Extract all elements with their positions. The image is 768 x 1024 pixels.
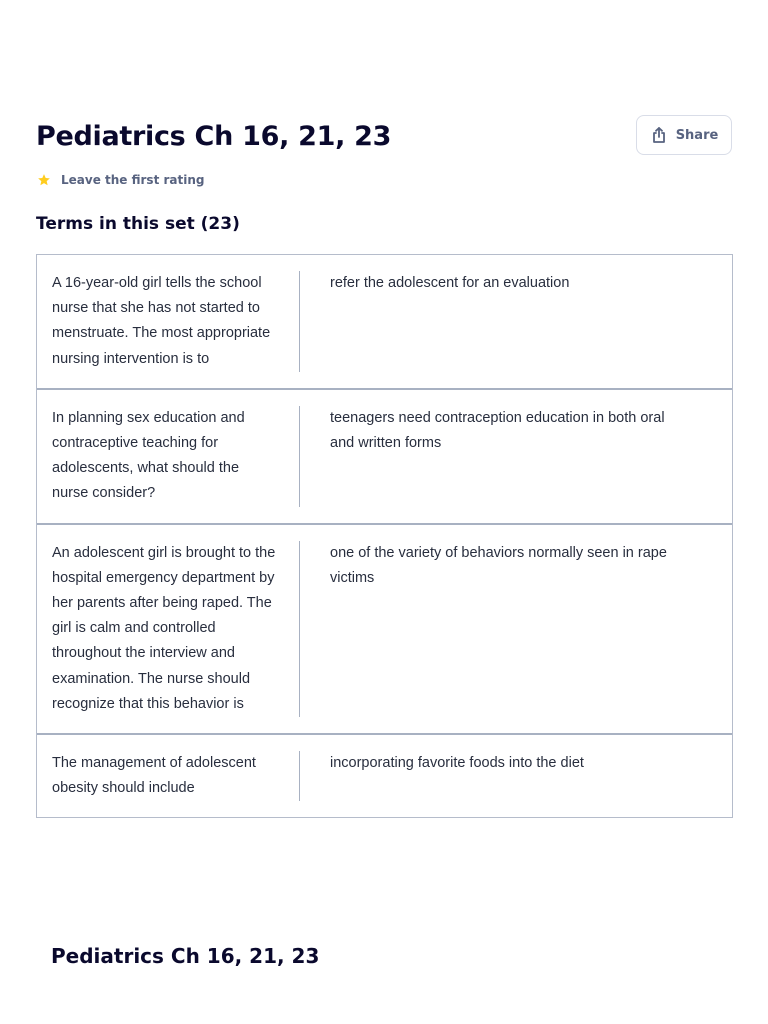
term-row [37,388,732,523]
term-row [37,733,732,817]
share-label: Share [675,127,719,143]
term-text: In planning sex education and contraceptive teaching for adolescents, what should the nurse consider? [37,406,300,507]
term-text: An adolescent girl is brought to the hospital emergency department by her parents after being raped. The girl is calm and controlled throughout the interview and examination. The nurse should recognize that this behavior is [37,541,300,717]
terms-heading: Terms in this set (23) [36,214,240,234]
term-row [37,255,732,388]
star-icon [37,173,51,187]
term-text: The management of adolescent obesity should include [37,751,300,801]
definition-text: refer the adolescent for an evaluation [330,275,570,291]
footer-title: Pediatrics Ch 16, 21, 23 [51,944,320,968]
term-text: A 16-year-old girl tells the school nurse that she has not started to menstruate. The most appropriate nursing intervention is to [37,271,300,372]
share-button[interactable] [636,115,732,155]
leave-rating-link[interactable]: Leave the first rating [61,173,205,187]
definition-text: teenagers need contraception education in both oral and written forms [330,409,665,452]
term-list [36,254,733,818]
page-title: Pediatrics Ch 16, 21, 23 [36,121,392,152]
definition-text: one of the variety of behaviors normally seen in rape victims [330,544,667,586]
share-icon [650,126,668,144]
term-row [37,523,732,733]
rating-row [37,170,204,190]
definition-text: incorporating favorite foods into the diet [330,755,584,772]
